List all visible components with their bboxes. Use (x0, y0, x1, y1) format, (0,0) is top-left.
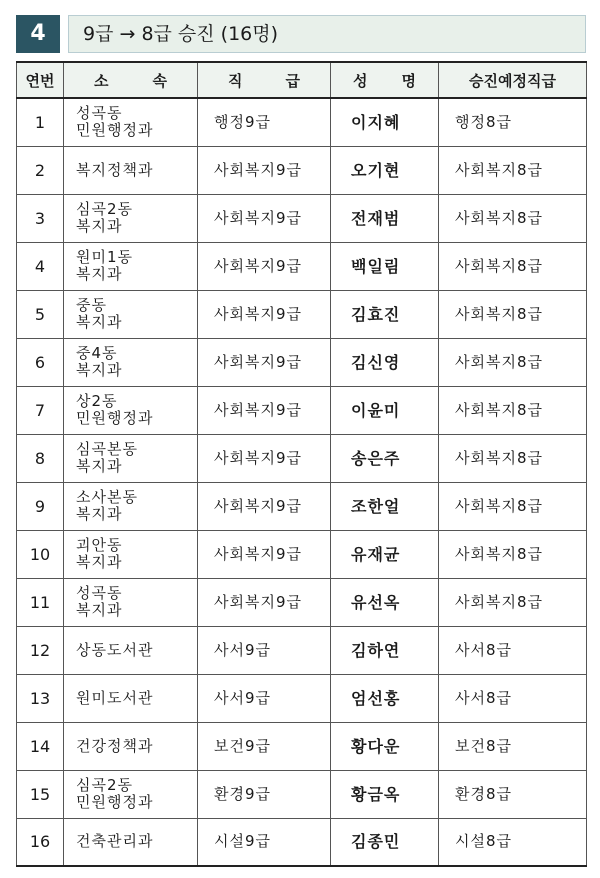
dept-line: 복지과 (76, 553, 123, 571)
employee-name: 김효진 (351, 304, 401, 324)
table-row (17, 578, 587, 626)
row-number: 8 (34, 448, 46, 468)
current-rank: 행정9급 (214, 112, 272, 131)
current-rank: 사회복지9급 (214, 304, 302, 323)
promoted-rank: 사서8급 (455, 688, 513, 707)
cell-dept (64, 674, 198, 722)
promoted-rank: 환경8급 (455, 784, 513, 803)
cell-name (331, 530, 439, 578)
cell-dept (64, 482, 198, 530)
table-row (17, 194, 587, 242)
cell-rank (198, 146, 331, 194)
row-number: 6 (34, 352, 46, 372)
current-rank: 환경9급 (214, 784, 272, 803)
cell-rank (198, 578, 331, 626)
cell-dept (64, 98, 198, 146)
cell-promoted (439, 434, 587, 482)
current-rank: 사회복지9급 (214, 496, 302, 515)
row-number: 1 (34, 112, 46, 132)
cell-dept (64, 818, 198, 866)
employee-name: 조한얼 (351, 496, 401, 516)
dept-line: 복지과 (76, 361, 123, 379)
cell-name (331, 194, 439, 242)
employee-name: 전재범 (351, 208, 401, 228)
table-row (17, 434, 587, 482)
row-number: 5 (34, 304, 46, 324)
dept-line: 상동도서관 (76, 640, 154, 659)
cell-dept (64, 338, 198, 386)
cell-dept (64, 242, 198, 290)
cell-name (331, 146, 439, 194)
current-rank: 사회복지9급 (214, 592, 302, 611)
cell-no (17, 98, 64, 146)
cell-rank (198, 290, 331, 338)
dept-line: 괴안동 (76, 536, 123, 554)
cell-promoted (439, 626, 587, 674)
row-number: 15 (29, 784, 51, 804)
header-promoted-rank: 승진예정직급 (439, 62, 587, 98)
row-number: 3 (34, 208, 46, 228)
dept-line: 복지과 (76, 601, 123, 619)
row-number: 10 (29, 544, 51, 564)
cell-dept (64, 434, 198, 482)
promoted-rank: 사회복지8급 (455, 208, 543, 227)
header-name: 성 명 (331, 62, 439, 98)
cell-dept (64, 194, 198, 242)
cell-name (331, 434, 439, 482)
promoted-rank: 사회복지8급 (455, 544, 543, 563)
employee-name: 백일림 (351, 256, 401, 276)
table-row (17, 290, 587, 338)
promoted-rank: 행정8급 (455, 112, 513, 131)
cell-promoted (439, 578, 587, 626)
cell-no (17, 578, 64, 626)
cell-promoted (439, 98, 587, 146)
promoted-rank: 사회복지8급 (455, 496, 543, 515)
cell-rank (198, 434, 331, 482)
table-row (17, 626, 587, 674)
cell-name (331, 674, 439, 722)
promoted-rank: 사회복지8급 (455, 592, 543, 611)
promoted-rank: 사서8급 (455, 640, 513, 659)
employee-name: 황다운 (351, 736, 401, 756)
dept-line: 심곡2동 (76, 776, 134, 794)
table-row (17, 98, 587, 146)
section-header (16, 15, 586, 53)
dept-line: 복지과 (76, 457, 123, 475)
cell-no (17, 194, 64, 242)
cell-rank (198, 722, 331, 770)
table-row (17, 674, 587, 722)
cell-rank (198, 770, 331, 818)
current-rank: 시설9급 (214, 832, 272, 851)
row-number: 2 (34, 160, 46, 180)
row-number: 9 (34, 496, 46, 516)
cell-no (17, 338, 64, 386)
cell-no (17, 722, 64, 770)
employee-name: 이윤미 (351, 400, 401, 420)
promoted-rank: 보건8급 (455, 736, 513, 755)
dept-line: 복지과 (76, 265, 123, 283)
cell-no (17, 242, 64, 290)
cell-promoted (439, 818, 587, 866)
cell-no (17, 146, 64, 194)
cell-dept (64, 290, 198, 338)
current-rank: 사회복지9급 (214, 208, 302, 227)
cell-name (331, 770, 439, 818)
cell-promoted (439, 722, 587, 770)
cell-dept (64, 770, 198, 818)
row-number: 13 (29, 688, 51, 708)
dept-line: 성곡동 (76, 104, 123, 123)
dept-line: 복지과 (76, 505, 123, 523)
table-row (17, 770, 587, 818)
cell-promoted (439, 674, 587, 722)
current-rank: 사회복지9급 (214, 352, 302, 371)
dept-line: 심곡2동 (76, 200, 134, 218)
table-row (17, 818, 587, 866)
current-rank: 사회복지9급 (214, 448, 302, 467)
dept-line: 복지과 (76, 217, 123, 235)
promoted-rank: 사회복지8급 (455, 160, 543, 179)
section-title: 9급 → 8급 승진 (16명) (68, 15, 586, 53)
current-rank: 사회복지9급 (214, 256, 302, 275)
dept-line: 성곡동 (76, 584, 123, 602)
cell-no (17, 530, 64, 578)
cell-name (331, 242, 439, 290)
cell-name (331, 290, 439, 338)
cell-promoted (439, 146, 587, 194)
cell-name (331, 722, 439, 770)
cell-rank (198, 242, 331, 290)
dept-line: 민원행정과 (76, 409, 154, 427)
row-number: 7 (34, 400, 46, 420)
cell-dept (64, 530, 198, 578)
employee-name: 김하연 (351, 640, 401, 660)
cell-rank (198, 194, 331, 242)
cell-promoted (439, 290, 587, 338)
dept-line: 중동 (76, 296, 107, 314)
cell-name (331, 626, 439, 674)
dept-line: 복지과 (76, 313, 123, 331)
dept-line: 건강정책과 (76, 736, 154, 755)
current-rank: 사서9급 (214, 688, 272, 707)
row-number: 4 (34, 256, 46, 276)
dept-line: 상2동 (76, 392, 118, 410)
cell-dept (64, 386, 198, 434)
table-row (17, 338, 587, 386)
cell-dept (64, 146, 198, 194)
cell-no (17, 434, 64, 482)
cell-rank (198, 674, 331, 722)
row-number: 12 (29, 640, 51, 660)
cell-no (17, 482, 64, 530)
cell-promoted (439, 770, 587, 818)
cell-promoted (439, 242, 587, 290)
cell-name (331, 98, 439, 146)
cell-promoted (439, 194, 587, 242)
cell-promoted (439, 338, 587, 386)
cell-promoted (439, 530, 587, 578)
row-number: 14 (29, 736, 51, 756)
dept-line: 민원행정과 (76, 793, 154, 811)
promoted-rank: 사회복지8급 (455, 400, 543, 419)
promoted-rank: 사회복지8급 (455, 352, 543, 371)
employee-name: 오기현 (351, 160, 401, 180)
cell-name (331, 338, 439, 386)
table-row (17, 722, 587, 770)
row-number: 16 (29, 832, 51, 852)
row-number: 11 (29, 592, 51, 612)
current-rank: 보건9급 (214, 736, 272, 755)
employee-name: 유선옥 (351, 592, 401, 612)
cell-rank (198, 482, 331, 530)
table-row (17, 242, 587, 290)
table-row (17, 530, 587, 578)
cell-promoted (439, 482, 587, 530)
cell-no (17, 626, 64, 674)
cell-dept (64, 626, 198, 674)
cell-promoted (439, 386, 587, 434)
current-rank: 사회복지9급 (214, 160, 302, 179)
cell-rank (198, 818, 331, 866)
promoted-rank: 시설8급 (455, 832, 513, 851)
cell-rank (198, 386, 331, 434)
dept-line: 민원행정과 (76, 121, 154, 140)
header-no: 연번 (17, 62, 64, 98)
table-row (17, 386, 587, 434)
cell-name (331, 482, 439, 530)
dept-line: 건축관리과 (76, 832, 154, 851)
promoted-rank: 사회복지8급 (455, 256, 543, 275)
cell-rank (198, 98, 331, 146)
cell-rank (198, 530, 331, 578)
cell-rank (198, 338, 331, 386)
employee-name: 김신영 (351, 352, 401, 372)
employee-name: 황금옥 (351, 784, 401, 804)
employee-name: 송은주 (351, 448, 401, 468)
cell-no (17, 674, 64, 722)
employee-name: 이지혜 (351, 112, 401, 132)
cell-rank (198, 626, 331, 674)
cell-dept (64, 578, 198, 626)
cell-no (17, 290, 64, 338)
cell-no (17, 770, 64, 818)
dept-line: 중4동 (76, 344, 118, 362)
promotion-table (16, 61, 587, 867)
cell-no (17, 386, 64, 434)
current-rank: 사서9급 (214, 640, 272, 659)
current-rank: 사회복지9급 (214, 400, 302, 419)
cell-no (17, 818, 64, 866)
dept-line: 복지정책과 (76, 160, 154, 179)
table-header-row (17, 62, 587, 98)
table-row (17, 482, 587, 530)
dept-line: 원미도서관 (76, 688, 154, 707)
cell-name (331, 578, 439, 626)
current-rank: 사회복지9급 (214, 544, 302, 563)
cell-name (331, 386, 439, 434)
cell-name (331, 818, 439, 866)
promoted-rank: 사회복지8급 (455, 304, 543, 323)
header-rank: 직 급 (198, 62, 331, 98)
employee-name: 엄선홍 (351, 688, 401, 708)
promoted-rank: 사회복지8급 (455, 448, 543, 467)
employee-name: 유재균 (351, 544, 401, 564)
cell-dept (64, 722, 198, 770)
dept-line: 심곡본동 (76, 440, 138, 458)
dept-line: 소사본동 (76, 488, 138, 506)
employee-name: 김종민 (351, 832, 401, 852)
table-row (17, 146, 587, 194)
section-number: 4 (16, 15, 60, 53)
header-dept: 소 속 (64, 62, 198, 98)
dept-line: 원미1동 (76, 248, 134, 266)
